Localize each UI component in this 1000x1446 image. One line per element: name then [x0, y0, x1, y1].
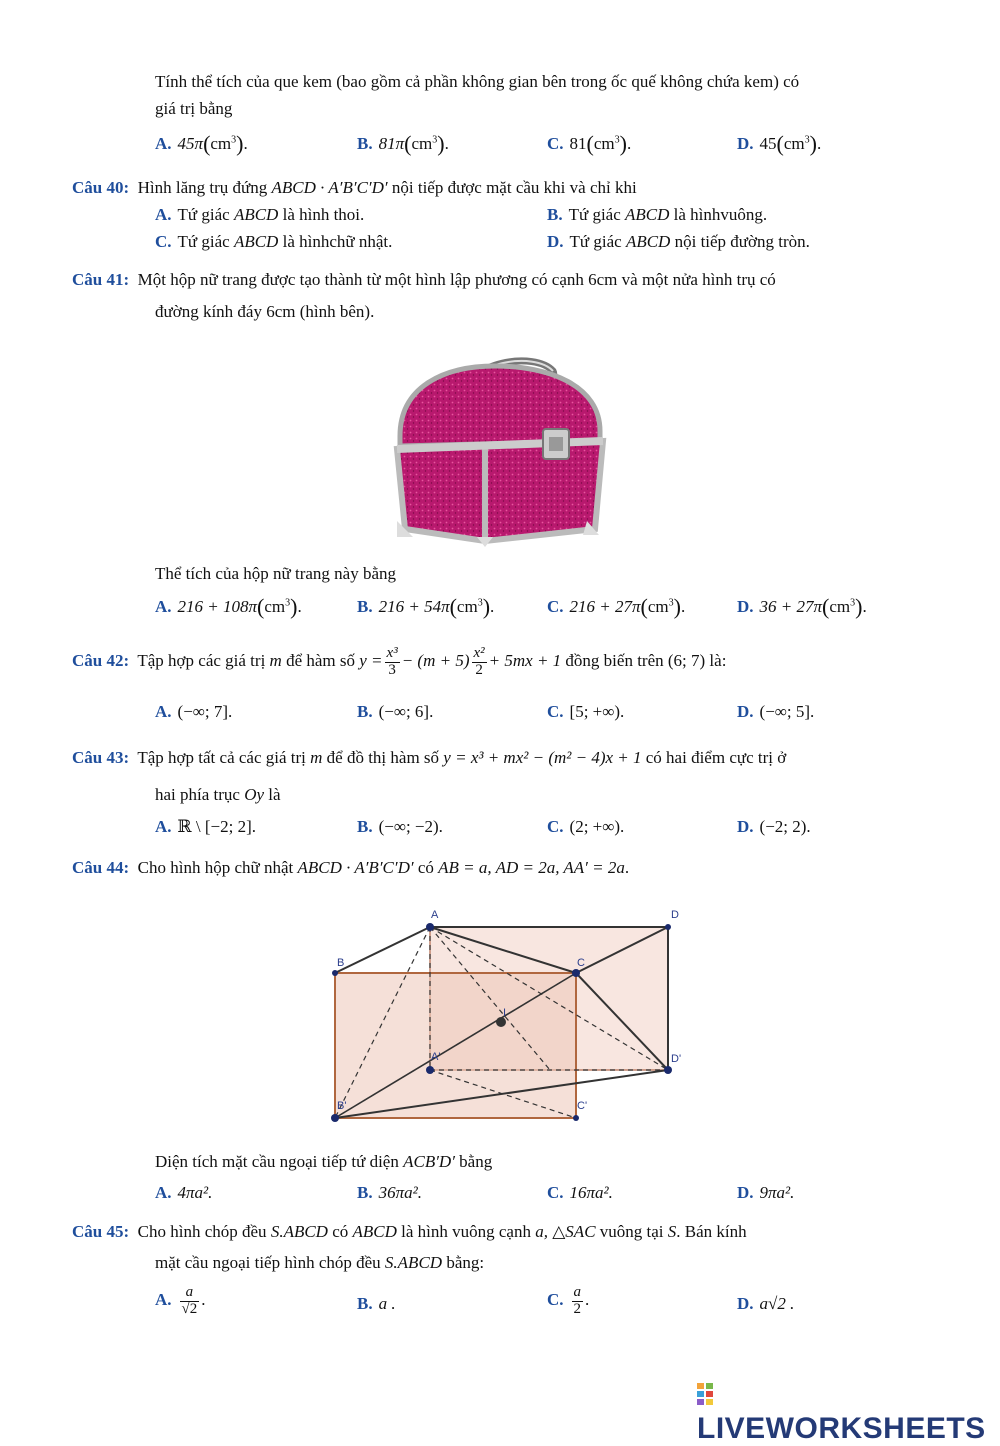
q44-option-a[interactable]: A. 4πa². — [155, 1183, 213, 1202]
q40-option-c[interactable]: C. Tứ giác ABCD là hìnhchữ nhật. — [155, 232, 393, 251]
jewelry-box-image — [385, 341, 615, 551]
q43-option-d[interactable]: D. (−2; 2). — [737, 817, 811, 836]
q45-option-c[interactable]: C. $\frac{a}{2}$ . — [547, 1284, 590, 1317]
q39-option-b[interactable]: B. $81\pi(cm^3)$. — [357, 131, 449, 156]
q40-option-d[interactable]: D. Tứ giác ABCD nội tiếp đường tròn. — [547, 232, 810, 251]
liveworksheets-logo[interactable]: LIVEWORKSHEETS — [697, 1378, 1000, 1446]
q45-stem-line2: mặt cầu ngoại tiếp hình chóp đều S.ABCD bằng: — [155, 1253, 485, 1272]
q45-option-d[interactable]: D. a√2 . — [737, 1294, 795, 1313]
q45-option-b[interactable]: B. a . — [357, 1294, 396, 1313]
q44-question: Diện tích mặt cầu ngoại tiếp tứ diện ACB′D′ bằng — [155, 1152, 493, 1171]
q41-option-c[interactable]: C. $216 + 27\pi(cm^3)$. — [547, 594, 686, 619]
label-C: C — [577, 957, 585, 969]
logo-grid-icon — [697, 1383, 723, 1407]
q42-option-c[interactable]: C. [5; +∞). — [547, 702, 625, 721]
label-I: I — [503, 1007, 507, 1019]
label-C1: C' — [577, 1100, 588, 1112]
label-A: A — [431, 909, 439, 921]
q41-option-b[interactable]: B. $216 + 54\pi(cm^3)$. — [357, 594, 495, 619]
q40-stem: Câu 40: Hình lăng trụ đứng ABCD · A′B′C′D′ nội tiếp được mặt cầu khi và chỉ khi — [72, 178, 637, 197]
q43-option-c[interactable]: C. (2; +∞). — [547, 817, 625, 836]
q44-stem: Câu 44: Cho hình hộp chữ nhật ABCD · A′B′C′D′ có AB = a, AD = 2a, AA′ = 2a. — [72, 858, 630, 877]
q42-option-d[interactable]: D. (−∞; 5]. — [737, 702, 815, 721]
q40-option-b[interactable]: B. Tứ giác ABCD là hìnhvuông. — [547, 205, 768, 224]
label-D: D — [671, 909, 679, 921]
q41-option-d[interactable]: D. $36 + 27\pi(cm^3)$. — [737, 594, 867, 619]
q39-option-c[interactable]: C. $81(cm^3)$. — [547, 131, 632, 156]
q42-stem: Câu 42: Tập hợp các giá trị m để hàm số y = $\frac{\text{x³}}{3}$ − (m + 5) $\frac{\text{x²}}{2}$ + 5mx + 1 đồng biến trên (6; 7) là: — [72, 645, 727, 678]
q43-stem-line2: hai phía trục Oy là — [155, 785, 281, 804]
q42-option-a[interactable]: A. (−∞; 7]. — [155, 702, 233, 721]
q41-question: Thể tích của hộp nữ trang này bằng — [155, 564, 396, 583]
q44-option-c[interactable]: C. 16πa². — [547, 1183, 613, 1202]
q39-stem-line2: giá trị bằng — [155, 99, 233, 118]
q44-option-b[interactable]: B. 36πa². — [357, 1183, 422, 1202]
q41-stem-line1: Câu 41: Một hộp nữ trang được tạo thành từ một hình lập phương có cạnh 6cm và một nửa hình trụ có — [72, 270, 776, 289]
q44-option-d[interactable]: D. 9πa². — [737, 1183, 795, 1202]
label-A1: A' — [431, 1051, 441, 1063]
q43-option-b[interactable]: B. (−∞; −2). — [357, 817, 443, 836]
q45-option-a[interactable]: A. $\frac{a}{√2}$ . — [155, 1284, 206, 1317]
q39-stem-line1: Tính thể tích của que kem (bao gồm cả phần không gian bên trong ốc quế không chứa kem) có — [155, 72, 800, 91]
q41-stem-line2: đường kính đáy 6cm (hình bên). — [155, 302, 375, 321]
q43-stem-line1: Câu 43: Tập hợp tất cả các giá trị m để đồ thị hàm số y = x³ + mx² − (m² − 4)x + 1 có hai điểm cực trị ở — [72, 748, 787, 767]
label-D1: D' — [671, 1053, 682, 1065]
label-B1: B' — [337, 1100, 347, 1112]
cuboid-figure — [325, 900, 695, 1130]
q40-option-a[interactable]: A. Tứ giác ABCD là hình thoi. — [155, 205, 365, 224]
q43-option-a[interactable]: A. ℝ \ [−2; 2]. — [155, 817, 257, 836]
q39-option-a[interactable]: A. $45\pi(cm^3)$. — [155, 131, 248, 156]
label-B: B — [337, 957, 345, 969]
q39-option-d[interactable]: D. $45(cm^3)$. — [737, 131, 822, 156]
q41-option-a[interactable]: A. $216 + 108\pi(cm^3)$. — [155, 594, 302, 619]
q42-option-b[interactable]: B. (−∞; 6]. — [357, 702, 434, 721]
q45-stem-line1: Câu 45: Cho hình chóp đều S.ABCD có ABCD là hình vuông cạnh a, △SAC vuông tại S. Bán kính — [72, 1222, 747, 1241]
